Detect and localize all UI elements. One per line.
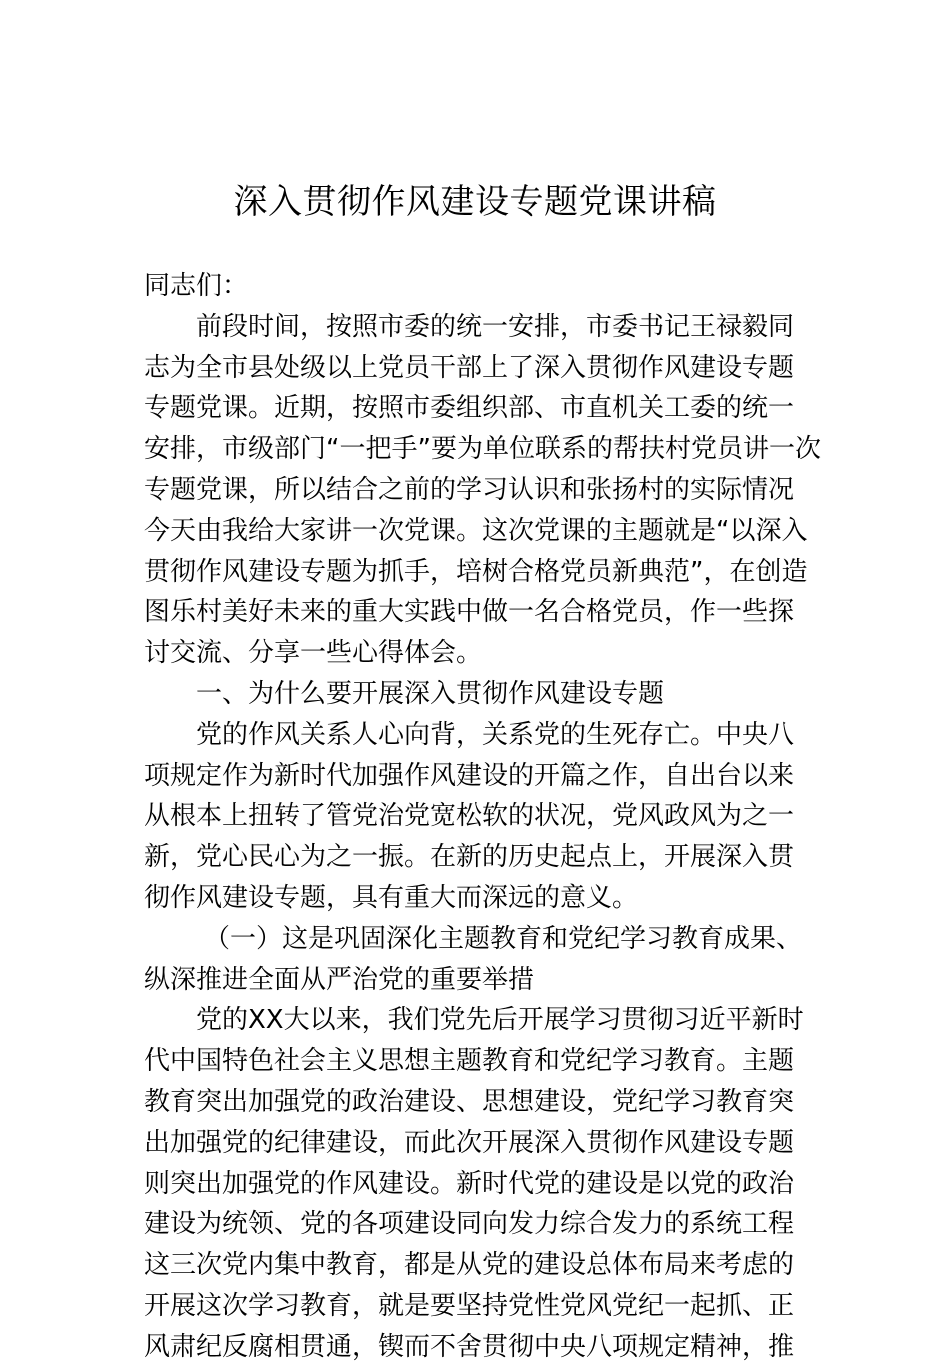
text-line: 风肃纪反腐相贯通，锲而不舍贯彻中央八项规定精神，推: [144, 1331, 795, 1362]
salutation-line: 同志们：: [144, 271, 249, 301]
text-line: 建设为统领、党的各项建设同向发力综合发力的系统工程: [144, 1209, 795, 1240]
text-line: 出加强党的纪律建设，而此次开展深入贯彻作风建设专题: [144, 1127, 795, 1158]
text-line: 党的XX大以来，我们党先后开展学习贯彻习近平新时: [196, 1005, 804, 1036]
text-line: 贯彻作风建设专题为抓手，培树合格党员新典范”，在创造: [144, 556, 808, 587]
text-line: 图乐村美好未来的重大实践中做一名合格党员，作一些探: [144, 597, 795, 628]
text-line: 一、为什么要开展深入贯彻作风建设专题: [196, 678, 665, 709]
text-line: 讨交流、分享一些心得体会。: [144, 638, 483, 669]
text-line: 彻作风建设专题，具有重大而深远的意义。: [144, 882, 639, 913]
text-line: 专题党课，所以结合之前的学习认识和张扬村的实际情况: [144, 474, 795, 505]
text-line: 新，党心民心为之一振。在新的历史起点上，开展深入贯: [144, 842, 795, 873]
text-line: 这三次党内集中教育，都是从党的建设总体布局来考虑的: [144, 1250, 795, 1281]
text-line: 党的作风关系人心向背，关系党的生死存亡。中央八: [196, 719, 795, 750]
text-line: 教育突出加强党的政治建设、思想建设，党纪学习教育突: [144, 1086, 795, 1117]
text-line: 代中国特色社会主义思想主题教育和党纪学习教育。主题: [144, 1046, 795, 1077]
text-line: 今天由我给大家讲一次党课。这次党课的主题就是“以深入: [144, 515, 808, 546]
text-line: 则突出加强党的作风建设。新时代党的建设是以党的政治: [144, 1168, 795, 1199]
document-title: 深入贯彻作风建设专题党课讲稿: [233, 182, 717, 222]
text-line: （一）这是巩固深化主题教育和党纪学习教育成果、: [204, 923, 803, 954]
text-line: 前段时间，按照市委的统一安排，市委书记王禄毅同: [196, 311, 795, 342]
document-body: [144, 266, 821, 1368]
text-line: 开展这次学习教育，就是要坚持党性党风党纪一起抓、正: [144, 1290, 795, 1321]
text-line: 项规定作为新时代加强作风建设的开篇之作，自出台以来: [144, 760, 795, 791]
text-line: 安排，市级部门“一把手”要为单位联系的帮扶村党员讲一次: [144, 434, 821, 465]
text-line: 纵深推进全面从严治党的重要举措: [144, 964, 535, 995]
text-line: 从根本上扭转了管党治党宽松软的状况，党风政风为之一: [144, 801, 795, 832]
text-line: 专题党课。近期，按照市委组织部、市直机关工委的统一: [144, 393, 795, 424]
text-line: 志为全市县处级以上党员干部上了深入贯彻作风建设专题: [144, 352, 795, 383]
